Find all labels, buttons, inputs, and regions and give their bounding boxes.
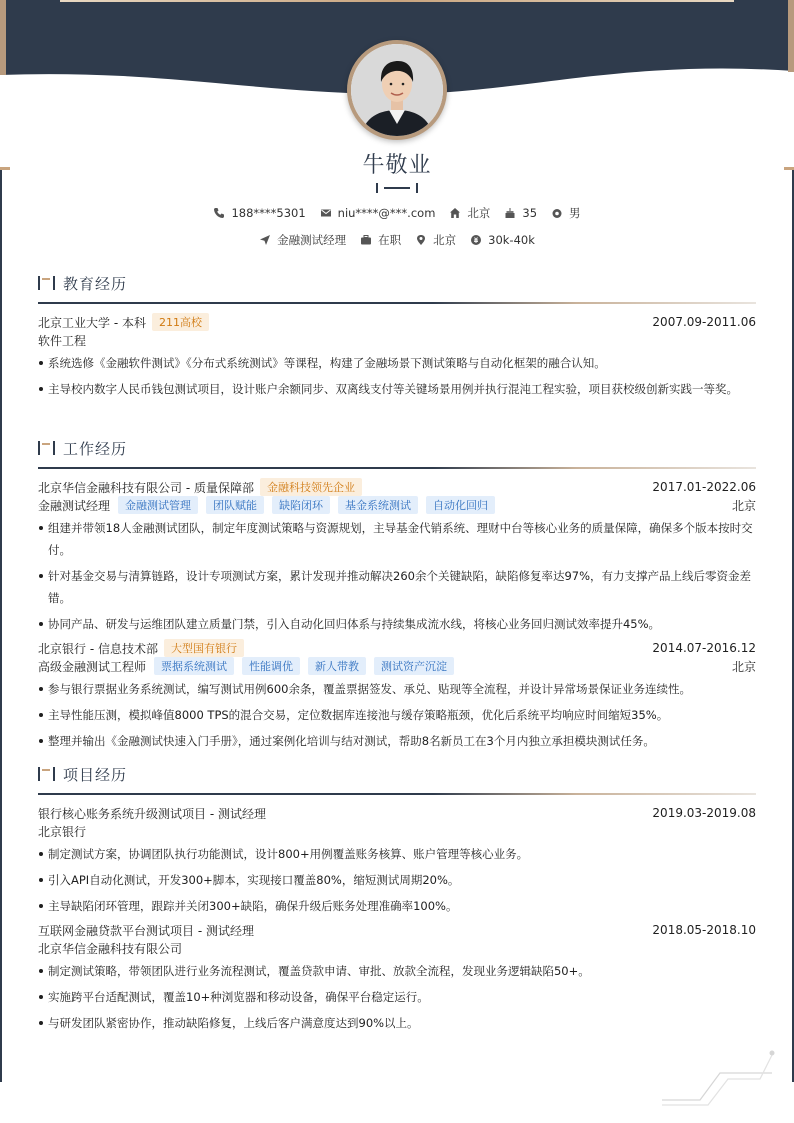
section-marker-icon bbox=[38, 275, 56, 291]
company-name: 北京华信金融科技有限公司 - 质量保障部 bbox=[38, 480, 254, 495]
skill-tag: 自动化回归 bbox=[426, 496, 495, 514]
gender-value: 男 bbox=[569, 206, 581, 220]
list-item: 制定测试方案，协调团队执行功能测试，设计800+用例覆盖账务核算、账户管理等核心业务。 bbox=[38, 843, 756, 865]
target-position-info bbox=[259, 232, 346, 248]
major: 软件工程 bbox=[38, 333, 87, 348]
city-info bbox=[449, 205, 490, 221]
gender-icon bbox=[551, 207, 563, 219]
work-location: 北京 bbox=[731, 659, 756, 674]
status-info bbox=[360, 232, 401, 248]
section-marker-icon bbox=[38, 440, 56, 456]
cake-icon bbox=[504, 207, 516, 219]
list-item: 系统选修《金融软件测试》《分布式系统测试》等课程，构建了金融场景下测试策略与自动化框架的融合认知。 bbox=[38, 352, 756, 374]
list-item: 实施跨平台适配测试，覆盖10+种浏览器和移动设备，确保平台稳定运行。 bbox=[38, 986, 756, 1008]
work-section bbox=[38, 436, 756, 756]
projects-section bbox=[38, 762, 756, 1038]
gender-info bbox=[551, 205, 581, 221]
section-marker-icon bbox=[38, 766, 56, 782]
company-badge: 大型国有银行 bbox=[164, 639, 244, 657]
skill-tag: 性能调优 bbox=[242, 657, 300, 675]
city-value: 北京 bbox=[467, 206, 491, 220]
work-date: 2014.07-2016.12 bbox=[652, 641, 756, 655]
list-item: 协同产品、研发与运维团队建立质量门禁，引入自动化回归体系与持续集成流水线，将核心业务回归测试效率提升45%。 bbox=[38, 613, 756, 635]
skill-tag: 基金系统测试 bbox=[338, 496, 418, 514]
left-border-rail bbox=[0, 170, 2, 1082]
project-name: 银行核心账务系统升级测试项目 - 测试经理 bbox=[38, 806, 266, 821]
phone-value: 188****5301 bbox=[231, 206, 306, 220]
work-location: 北京 bbox=[731, 498, 756, 513]
salary-value: 30k-40k bbox=[488, 233, 535, 247]
email-info bbox=[320, 206, 436, 220]
job-role: 高级金融测试工程师 bbox=[38, 659, 147, 674]
list-item: 引入API自动化测试，开发300+脚本，实现接口覆盖80%，缩短测试周期20%。 bbox=[38, 869, 756, 891]
age-info bbox=[504, 206, 537, 220]
corner-decoration bbox=[660, 1045, 780, 1107]
avatar bbox=[347, 40, 447, 140]
list-item: 整理并输出《金融测试快速入门手册》，通过案例化培训与结对测试，帮助8名新员工在3个月内独立承担模块测试任务。 bbox=[38, 730, 756, 752]
project-org: 北京银行 bbox=[38, 824, 87, 839]
location-pin-icon bbox=[415, 234, 427, 246]
candidate-name: 牛敬业 bbox=[362, 153, 432, 178]
project-bullets bbox=[38, 843, 756, 917]
school-name: 北京工业大学 - 本科 bbox=[38, 315, 146, 330]
work-bullets bbox=[38, 517, 756, 635]
send-icon bbox=[259, 234, 271, 246]
phone-info bbox=[213, 206, 305, 220]
skill-tag: 新人带教 bbox=[308, 657, 366, 675]
project-bullets bbox=[38, 960, 756, 1034]
section-divider bbox=[38, 467, 756, 469]
contact-info-row bbox=[0, 205, 794, 221]
project-entry bbox=[38, 804, 756, 917]
list-item: 主导性能压测，模拟峰值8000 TPS的混合交易，定位数据库连接池与缓存策略瓶颈，优化后系统平均响应时间缩短35%。 bbox=[38, 704, 756, 726]
briefcase-icon bbox=[360, 234, 372, 246]
mail-icon bbox=[320, 207, 332, 219]
education-section bbox=[38, 271, 756, 404]
skill-tag: 测试资产沉淀 bbox=[374, 657, 454, 675]
list-item: 与研发团队紧密协作，推动缺陷修复，上线后客户满意度达到90%以上。 bbox=[38, 1012, 756, 1034]
target-position-value: 金融测试经理 bbox=[277, 233, 347, 247]
project-org: 北京华信金融科技有限公司 bbox=[38, 941, 183, 956]
company-badge: 金融科技领先企业 bbox=[260, 478, 362, 496]
email-value: niu****@***.com bbox=[337, 206, 436, 220]
target-city-value: 北京 bbox=[433, 233, 457, 247]
section-title: 项目经历 bbox=[63, 765, 128, 784]
list-item: 主导校内数字人民币钱包测试项目，设计账户余额同步、双离线支付等关键场景用例并执行混沌工程实验，项目获校级创新实践一等奖。 bbox=[38, 378, 756, 400]
section-divider bbox=[38, 793, 756, 795]
job-role: 金融测试经理 bbox=[38, 498, 111, 513]
job-intent-row bbox=[0, 232, 794, 248]
education-date: 2007.09-2011.06 bbox=[652, 315, 756, 329]
list-item: 主导缺陷闭环管理，跟踪并关闭300+缺陷，确保升级后账务处理准确率100%。 bbox=[38, 895, 756, 917]
list-item: 针对基金交易与清算链路，设计专项测试方案，累计发现并推动解决260余个关键缺陷，缺陷修复率达97%，有力支撑产品上线后零资金差错。 bbox=[38, 565, 756, 609]
section-title: 工作经历 bbox=[63, 439, 128, 458]
home-icon bbox=[449, 207, 461, 219]
section-divider bbox=[38, 302, 756, 304]
work-entry bbox=[38, 478, 756, 635]
list-item: 参与银行票据业务系统测试，编写测试用例600余条，覆盖票据签发、承兑、贴现等全流程，并设计异常场景保证业务连续性。 bbox=[38, 678, 756, 700]
section-title: 教育经历 bbox=[63, 274, 128, 293]
phone-icon bbox=[213, 207, 225, 219]
skill-tag: 金融测试管理 bbox=[118, 496, 198, 514]
skill-tag: 缺陷闭环 bbox=[272, 496, 330, 514]
name-divider-ornament bbox=[376, 183, 418, 193]
project-entry bbox=[38, 921, 756, 1034]
education-bullets bbox=[38, 352, 756, 400]
target-city-info bbox=[415, 232, 456, 248]
skill-tag: 票据系统测试 bbox=[154, 657, 234, 675]
salary-info bbox=[470, 233, 535, 247]
list-item: 制定测试策略，带领团队进行业务流程测试，覆盖贷款申请、审批、放款全流程，发现业务逻辑缺陷50+。 bbox=[38, 960, 756, 982]
project-date: 2018.05-2018.10 bbox=[652, 923, 756, 937]
list-item: 组建并带领18人金融测试团队，制定年度测试策略与资源规划，主导基金代销系统、理财中台等核心业务的质量保障，确保多个版本按时交付。 bbox=[38, 517, 756, 561]
status-value: 在职 bbox=[378, 233, 402, 247]
education-entry bbox=[38, 313, 756, 400]
work-bullets bbox=[38, 678, 756, 752]
money-icon bbox=[470, 234, 482, 246]
school-badge: 211高校 bbox=[152, 313, 209, 331]
project-name: 互联网金融贷款平台测试项目 - 测试经理 bbox=[38, 923, 254, 938]
skill-tag: 团队赋能 bbox=[206, 496, 264, 514]
project-date: 2019.03-2019.08 bbox=[652, 806, 756, 820]
company-name: 北京银行 - 信息技术部 bbox=[38, 641, 158, 656]
work-date: 2017.01-2022.06 bbox=[652, 480, 756, 494]
work-entry bbox=[38, 639, 756, 752]
age-value: 35 bbox=[522, 206, 538, 220]
